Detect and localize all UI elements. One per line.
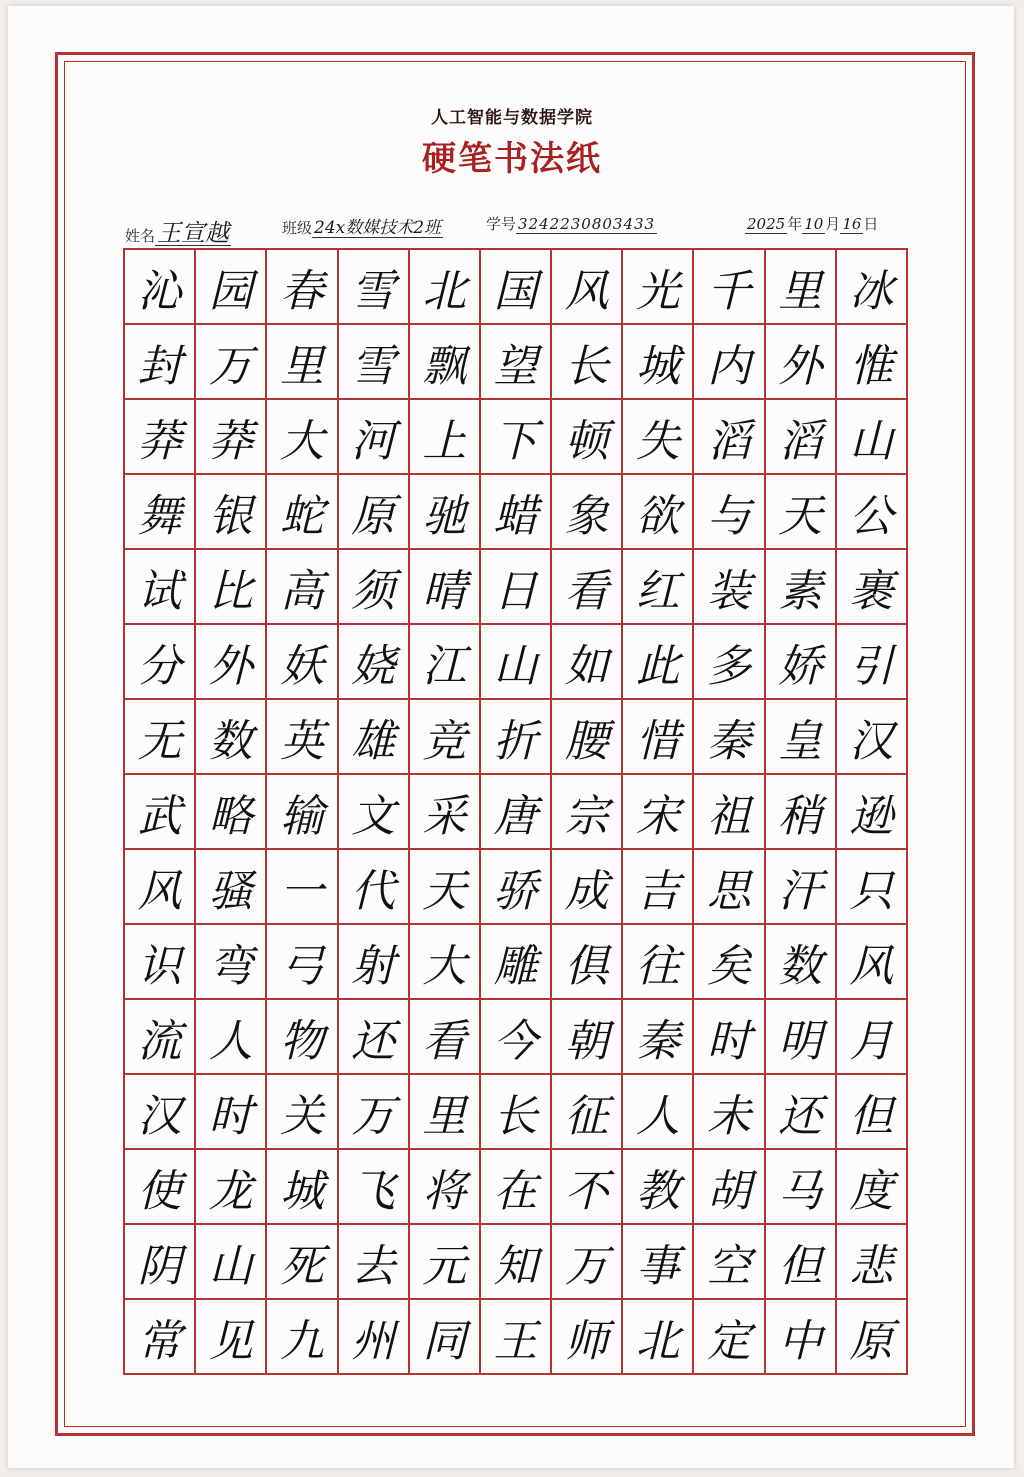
grid-cell: 输 [267,775,338,850]
grid-cell: 北 [410,250,481,325]
grid-cell: 腰 [552,700,623,775]
grid-cell: 逊 [837,775,908,850]
grid-cell: 娇 [766,625,837,700]
grid-cell: 里 [267,325,338,400]
grid-cell: 飘 [410,325,481,400]
grid-cell: 多 [694,625,765,700]
grid-cell: 风 [125,850,196,925]
name-value: 王宣越 [157,219,230,247]
grid-cell: 莽 [196,400,267,475]
grid-cell: 一 [267,850,338,925]
grid-cell: 只 [837,850,908,925]
grid-cell: 下 [481,400,552,475]
grid-cell: 时 [196,1075,267,1150]
grid-cell: 征 [552,1075,623,1150]
grid-cell: 红 [623,550,694,625]
grid-cell: 河 [339,400,410,475]
grid-cell: 马 [766,1150,837,1225]
grid-cell: 未 [694,1075,765,1150]
grid-cell: 驰 [410,475,481,550]
grid-cell: 使 [125,1150,196,1225]
grid-cell: 试 [125,550,196,625]
grid-cell: 将 [410,1150,481,1225]
grid-cell: 娆 [339,625,410,700]
grid-cell: 沁 [125,250,196,325]
grid-cell: 素 [766,550,837,625]
grid-cell: 公 [837,475,908,550]
grid-cell: 往 [623,925,694,1000]
grid-cell: 识 [125,925,196,1000]
grid-cell: 九 [267,1300,338,1375]
grid-cell: 风 [837,925,908,1000]
grid-cell: 滔 [766,400,837,475]
grid-cell: 莽 [125,400,196,475]
grid-cell: 天 [766,475,837,550]
grid-cell: 知 [481,1225,552,1300]
grid-cell: 看 [410,1000,481,1075]
grid-cell: 师 [552,1300,623,1375]
grid-cell: 裹 [837,550,908,625]
grid-cell: 园 [196,250,267,325]
grid-cell: 射 [339,925,410,1000]
year-label: 年 [787,215,803,233]
grid-cell: 祖 [694,775,765,850]
grid-cell: 大 [267,400,338,475]
grid-cell: 汉 [125,1075,196,1150]
grid-cell: 秦 [623,1000,694,1075]
grid-cell: 惜 [623,700,694,775]
grid-cell: 胡 [694,1150,765,1225]
grid-cell: 时 [694,1000,765,1075]
grid-cell: 千 [694,250,765,325]
month-label: 月 [825,215,841,233]
grid-cell: 内 [694,325,765,400]
grid-cell: 须 [339,550,410,625]
grid-cell: 但 [766,1225,837,1300]
grid-cell: 蛇 [267,475,338,550]
grid-cell: 江 [410,625,481,700]
grid-cell: 王 [481,1300,552,1375]
grid-cell: 滔 [694,400,765,475]
grid-cell: 山 [481,625,552,700]
grid-cell: 宋 [623,775,694,850]
grid-cell: 蜡 [481,475,552,550]
grid-cell: 秦 [694,700,765,775]
grid-cell: 妖 [267,625,338,700]
grid-cell: 顿 [552,400,623,475]
grid-cell: 风 [552,250,623,325]
grid-cell: 见 [196,1300,267,1375]
grid-cell: 大 [410,925,481,1000]
grid-cell: 思 [694,850,765,925]
grid-cell: 冰 [837,250,908,325]
grid-cell: 武 [125,775,196,850]
grid-cell: 朝 [552,1000,623,1075]
grid-cell: 吉 [623,850,694,925]
grid-cell: 里 [766,250,837,325]
grid-cell: 国 [481,250,552,325]
grid-cell: 长 [481,1075,552,1150]
grid-cell: 分 [125,625,196,700]
grid-cell: 万 [196,325,267,400]
grid-cell: 文 [339,775,410,850]
grid-cell: 飞 [339,1150,410,1225]
grid-cell: 皇 [766,700,837,775]
grid-cell: 弯 [196,925,267,1000]
grid-cell: 在 [481,1150,552,1225]
grid-cell: 欲 [623,475,694,550]
grid-cell: 山 [196,1225,267,1300]
grid-cell: 竞 [410,700,481,775]
class-field [282,213,443,243]
grid-cell: 关 [267,1075,338,1150]
grid-cell: 光 [623,250,694,325]
grid-cell: 春 [267,250,338,325]
date-field [745,213,878,243]
grid-cell: 长 [552,325,623,400]
grid-cell: 但 [837,1075,908,1150]
grid-cell: 死 [267,1225,338,1300]
grid-cell: 北 [623,1300,694,1375]
grid-cell: 外 [766,325,837,400]
grid-cell: 惟 [837,325,908,400]
date-year: 2025 [747,215,786,233]
grid-cell: 晴 [410,550,481,625]
grid-cell: 事 [623,1225,694,1300]
name-field [125,213,231,247]
grid-cell: 折 [481,700,552,775]
grid-cell: 山 [837,400,908,475]
day-label: 日 [863,215,879,233]
grid-cell: 此 [623,625,694,700]
grid-cell: 宗 [552,775,623,850]
grid-cell: 外 [196,625,267,700]
grid-cell: 原 [339,475,410,550]
grid-cell: 如 [552,625,623,700]
grid-cell: 银 [196,475,267,550]
grid-cell: 城 [267,1150,338,1225]
grid-cell: 空 [694,1225,765,1300]
grid-cell: 采 [410,775,481,850]
grid-cell: 望 [481,325,552,400]
grid-cell: 原 [837,1300,908,1375]
grid-cell: 今 [481,1000,552,1075]
grid-cell: 稍 [766,775,837,850]
grid-cell: 日 [481,550,552,625]
grid-cell: 弓 [267,925,338,1000]
grid-cell: 悲 [837,1225,908,1300]
grid-cell: 骚 [196,850,267,925]
grid-cell: 数 [196,700,267,775]
grid-cell: 引 [837,625,908,700]
grid-cell: 州 [339,1300,410,1375]
grid-cell: 城 [623,325,694,400]
grid-cell: 与 [694,475,765,550]
paper-title: 硬笔书法纸 [422,139,602,179]
grid-cell: 里 [410,1075,481,1150]
grid-cell: 流 [125,1000,196,1075]
id-field [486,213,657,243]
id-label: 学号 [486,215,517,233]
grid-cell: 阴 [125,1225,196,1300]
grid-cell: 代 [339,850,410,925]
grid-cell: 人 [196,1000,267,1075]
grid-cell: 汉 [837,700,908,775]
grid-cell: 万 [552,1225,623,1300]
grid-cell: 封 [125,325,196,400]
school-name: 人工智能与数据学院 [431,108,593,128]
name-label: 姓名 [125,227,156,245]
grid-cell: 象 [552,475,623,550]
grid-cell: 还 [339,1000,410,1075]
character-grid [123,248,908,1375]
grid-cell: 汗 [766,850,837,925]
grid-cell: 物 [267,1000,338,1075]
grid-cell: 定 [694,1300,765,1375]
grid-cell: 同 [410,1300,481,1375]
grid-cell: 雄 [339,700,410,775]
grid-cell: 雪 [339,325,410,400]
grid-cell: 教 [623,1150,694,1225]
grid-cell: 月 [837,1000,908,1075]
grid-cell: 万 [339,1075,410,1150]
grid-cell: 明 [766,1000,837,1075]
grid-cell: 上 [410,400,481,475]
class-label: 班级 [282,219,313,237]
grid-cell: 俱 [552,925,623,1000]
grid-cell: 成 [552,850,623,925]
id-value: 3242230803433 [518,215,656,233]
grid-cell: 雕 [481,925,552,1000]
grid-cell: 常 [125,1300,196,1375]
grid-cell: 天 [410,850,481,925]
date-month: 10 [804,215,824,233]
grid-cell: 唐 [481,775,552,850]
grid-cell: 英 [267,700,338,775]
grid-cell: 略 [196,775,267,850]
grid-cell: 元 [410,1225,481,1300]
grid-cell: 舞 [125,475,196,550]
grid-cell: 不 [552,1150,623,1225]
grid-cell: 比 [196,550,267,625]
grid-cell: 人 [623,1075,694,1150]
grid-cell: 矣 [694,925,765,1000]
date-day: 16 [842,215,862,233]
grid-cell: 龙 [196,1150,267,1225]
grid-cell: 看 [552,550,623,625]
grid-cell: 去 [339,1225,410,1300]
grid-cell: 数 [766,925,837,1000]
grid-cell: 中 [766,1300,837,1375]
grid-cell: 骄 [481,850,552,925]
grid-cell: 还 [766,1075,837,1150]
grid-cell: 失 [623,400,694,475]
class-value: 24x数媒技术2班 [314,218,442,238]
grid-cell: 无 [125,700,196,775]
grid-cell: 高 [267,550,338,625]
grid-cell: 度 [837,1150,908,1225]
grid-cell: 雪 [339,250,410,325]
grid-cell: 装 [694,550,765,625]
